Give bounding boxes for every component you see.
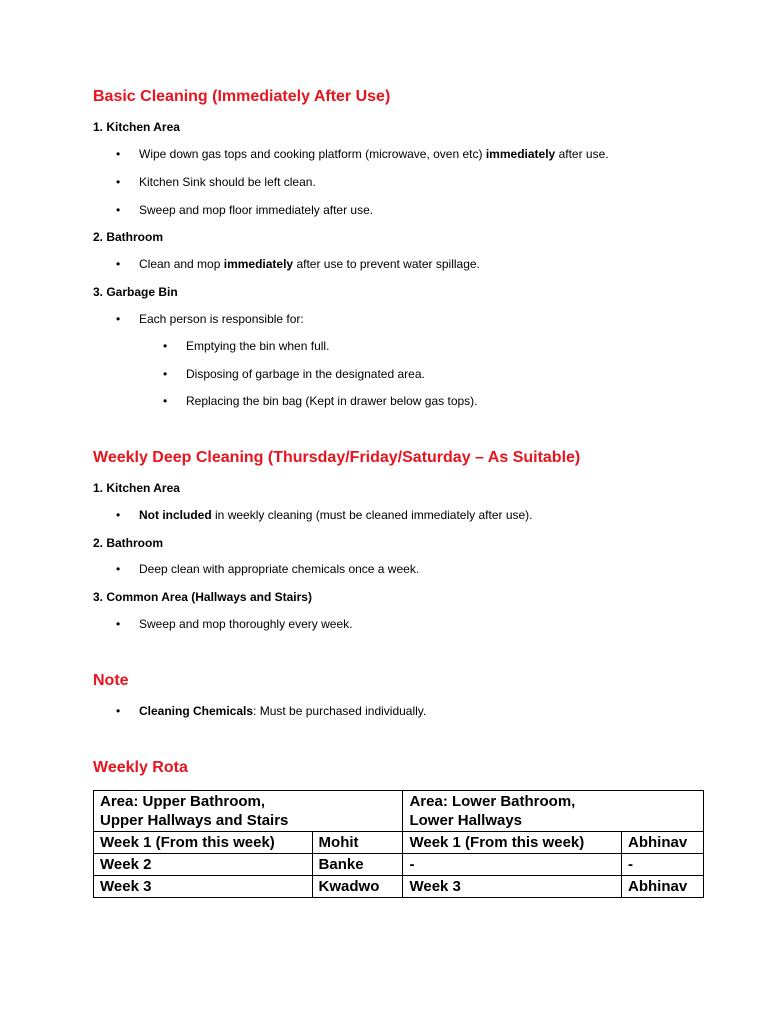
basic-garbage-item-1: Each person is responsible for: xyxy=(139,312,304,326)
weekly-kitchen-heading: 1. Kitchen Area xyxy=(93,481,180,495)
basic-kitchen-item-1: Wipe down gas tops and cooking platform (microwave, oven etc) immediately after use. xyxy=(139,147,609,161)
rota-table xyxy=(93,790,704,898)
basic-kitchen-item-2: Kitchen Sink should be left clean. xyxy=(139,175,316,189)
note-item-1: Cleaning Chemicals: Must be purchased individually. xyxy=(139,704,427,718)
lower-person-cell: Abhinav xyxy=(622,876,704,898)
table-row xyxy=(94,876,704,898)
basic-kitchen-heading: 1. Kitchen Area xyxy=(93,120,180,134)
lower-person-cell: - xyxy=(622,854,704,876)
upper-week-cell: Week 2 xyxy=(94,854,313,876)
bullet-icon: • xyxy=(116,257,121,271)
bullet-icon: • xyxy=(116,562,121,576)
bullet-icon: • xyxy=(116,203,121,217)
weekly-kitchen-item-1: Not included in weekly cleaning (must be cleaned immediately after use). xyxy=(139,508,533,522)
upper-person-cell: Banke xyxy=(312,854,403,876)
upper-week-cell: Week 1 (From this week) xyxy=(94,832,313,854)
bullet-icon: • xyxy=(116,175,121,189)
basic-garbage-sub-1: Emptying the bin when full. xyxy=(186,339,330,353)
upper-area-cell: Area: Upper Bathroom, Upper Hallways and Stairs xyxy=(94,791,403,832)
lower-week-cell: Week 3 xyxy=(403,876,622,898)
weekly-bathroom-item-1: Deep clean with appropriate chemicals once a week. xyxy=(139,562,420,576)
bullet-icon: • xyxy=(116,147,121,161)
table-row xyxy=(94,832,704,854)
weekly-cleaning-heading: Weekly Deep Cleaning (Thursday/Friday/Saturday – As Suitable) xyxy=(93,449,581,466)
rota-header-row xyxy=(94,791,704,832)
weekly-rota-heading: Weekly Rota xyxy=(93,759,188,776)
lower-week-cell: Week 1 (From this week) xyxy=(403,832,622,854)
lower-area-cell: Area: Lower Bathroom, Lower Hallways xyxy=(403,791,704,832)
basic-garbage-heading: 3. Garbage Bin xyxy=(93,285,178,299)
bullet-icon: • xyxy=(163,339,168,353)
upper-person-cell: Kwadwo xyxy=(312,876,403,898)
weekly-bathroom-heading: 2. Bathroom xyxy=(93,536,164,550)
upper-week-cell: Week 3 xyxy=(94,876,313,898)
bullet-icon: • xyxy=(116,312,121,326)
bullet-icon: • xyxy=(116,617,121,631)
weekly-common-item-1: Sweep and mop thoroughly every week. xyxy=(139,617,353,631)
bullet-icon: • xyxy=(163,367,168,381)
basic-cleaning-heading: Basic Cleaning (Immediately After Use) xyxy=(93,88,391,105)
basic-bathroom-item-1: Clean and mop immediately after use to prevent water spillage. xyxy=(139,257,480,271)
bullet-icon: • xyxy=(163,394,168,408)
bullet-icon: • xyxy=(116,704,121,718)
basic-bathroom-heading: 2. Bathroom xyxy=(93,230,164,244)
basic-garbage-sub-2: Disposing of garbage in the designated area. xyxy=(186,367,425,381)
weekly-common-heading: 3. Common Area (Hallways and Stairs) xyxy=(93,590,312,604)
note-heading: Note xyxy=(93,672,129,689)
table-row xyxy=(94,854,704,876)
lower-person-cell: Abhinav xyxy=(622,832,704,854)
lower-week-cell: - xyxy=(403,854,622,876)
bullet-icon: • xyxy=(116,508,121,522)
basic-kitchen-item-3: Sweep and mop floor immediately after use. xyxy=(139,203,374,217)
upper-person-cell: Mohit xyxy=(312,832,403,854)
basic-garbage-sub-3: Replacing the bin bag (Kept in drawer below gas tops). xyxy=(186,394,478,408)
